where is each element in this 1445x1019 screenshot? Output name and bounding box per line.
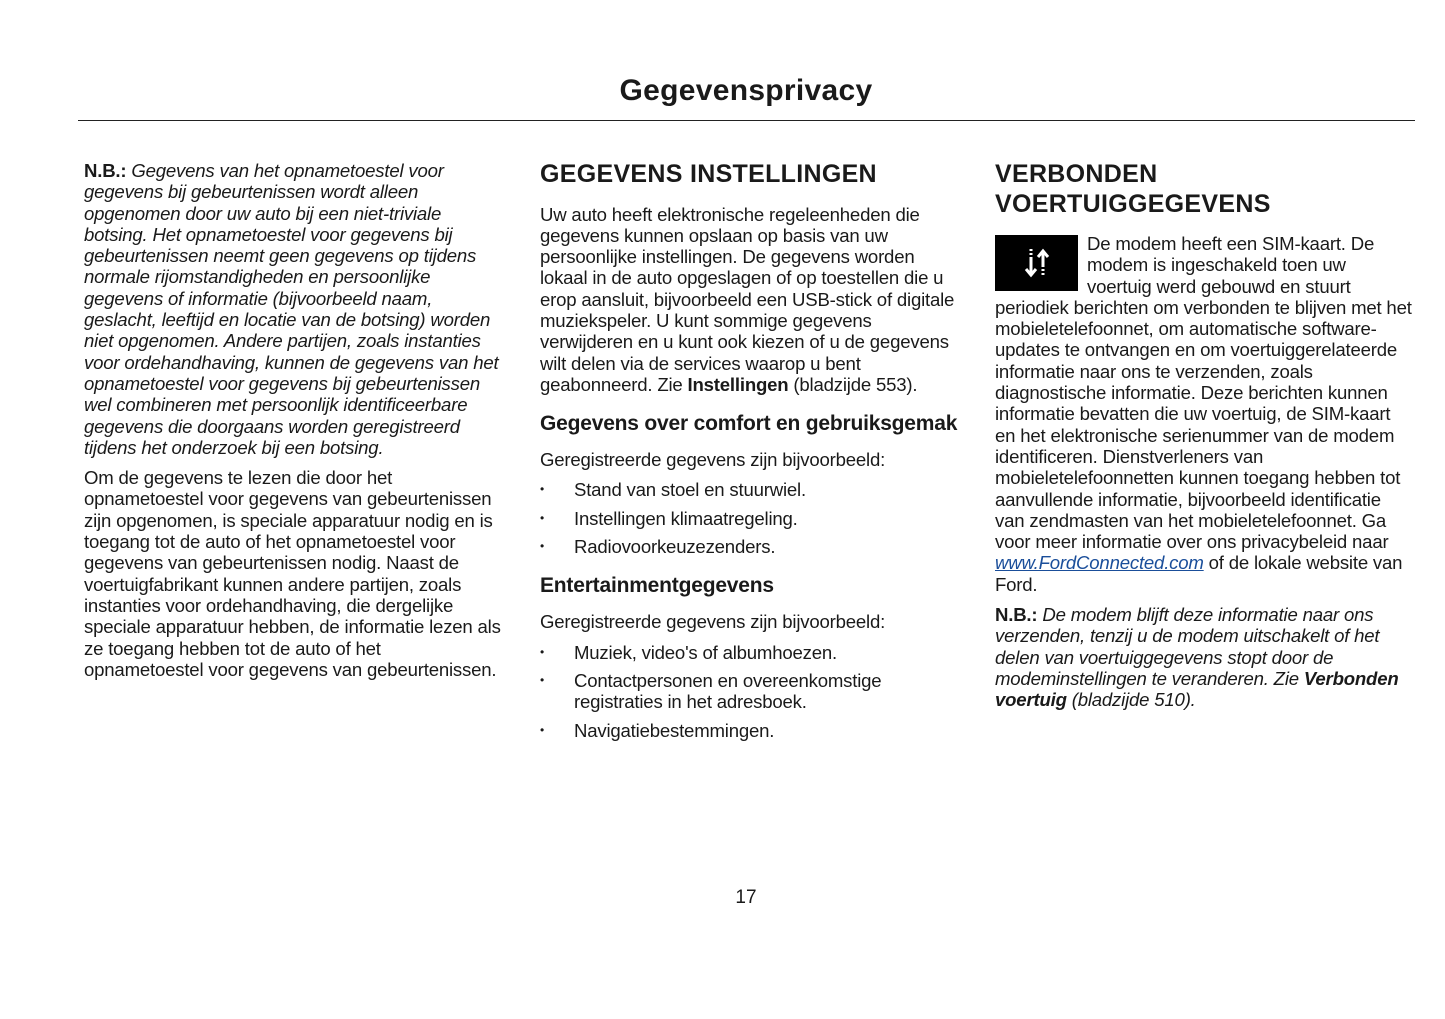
header-divider — [78, 120, 1415, 121]
note-paragraph — [84, 160, 502, 458]
page-reference: (bladzijde 510). — [1066, 689, 1196, 711]
subheading-entertainment: Entertainmentgegevens — [540, 574, 774, 598]
page-reference: (bladzijde 553). — [788, 373, 918, 395]
list-item: • Muziek, video's of albumhoezen. — [540, 642, 958, 663]
note-text: Gegevens van het opnametoestel voor gegevens bij gebeurtenissen wordt alleen opgenomen door uw auto bij een niet-triviale botsing. Het opnametoestel voor gegevens bij gebeurtenissen neemt geen gegevens op tijdens normale rijomstandigheden en persoonlijke gegevens of informatie (bijvoorbeeld naam, geslacht, leeftijd en locatie van de botsing) worden niet opgenomen. Andere partijen, zoals instanties voor ordehandhaving, kunnen de gegevens van het opnametoestel voor gegevens bij gebeurtenissen wel combineren met persoonlijk identificeerbare gegevens die doorgaans worden geregistreerd tijdens het onderzoek bij een botsing. — [84, 160, 499, 458]
column-right — [995, 160, 1415, 720]
column-middle — [540, 160, 958, 749]
lead-text: Geregistreerde gegevens zijn bijvoorbeeld: — [540, 449, 886, 471]
intro-text: Uw auto heeft elektronische regeleenheden die gegevens kunnen opslaan op basis van uw persoonlijke instellingen. De gegevens worden lokaal in de auto opgeslagen of op toestellen die u erop aansluit, bijvoorbeeld een USB-stick of digitale muziekspeler. U kunt sommige gegevens verwijderen en u kunt ook kiezen of u de gegevens wilt delen via de services waarop u bent geabonneerd. Zie — [540, 203, 955, 395]
list-item: • Radiovoorkeuzezenders. — [540, 536, 958, 557]
note-text: De modem blijft deze informatie naar ons verzenden, tenzij u de modem uitschakelt of het delen van voertuiggegevens stopt door de modeminstellingen te veranderen. Zie — [995, 604, 1380, 689]
list-item: • Instellingen klimaatregeling. — [540, 508, 958, 529]
note-label: N.B.: — [84, 160, 127, 181]
intro-paragraph — [540, 204, 958, 396]
body-paragraph: Om de gegevens te lezen die door het opnametoestel voor gegevens van gebeurtenissen zijn opgenomen, is speciale apparatuur nodig en is toegang tot de auto of het opnametoestel voor gegevens van gebeurtenissen nodig. Naast de voertuigfabrikant kunnen andere partijen, zoals instanties voor ordehandhaving, die dergelijke speciale apparatuur hebben, de informatie lezen als ze toegang hebben tot de auto of het opnametoestel voor gegevens van gebeurtenissen. — [84, 467, 501, 680]
comfort-list — [540, 479, 958, 557]
list-item: • Contactpersonen en overeenkomstige registraties in het adresboek. — [540, 670, 958, 713]
page-title: Gegevensprivacy — [619, 74, 873, 107]
note-paragraph — [995, 604, 1415, 710]
modem-data-transfer-icon — [995, 235, 1078, 291]
section-heading: VERBONDEN VOERTUIGGEGEVENS — [995, 160, 1271, 218]
modem-text: De modem heeft een SIM-kaart. De modem is ingeschakeld toen uw voertuig werd gebouwd en stuurt periodiek berichten om verbonden te blijven met het mobieletelefoonnet, om automatische software-updates te ontvangen en om voertuiggerelateerde informatie naar ons te verzenden, zoals diagnostische informatie. Deze berichten kunnen informatie bevatten die uw voertuig, de SIM-kaart en het elektronische serienummer van de modem identificeren. Dienstverleners van mobieletelefoonnetten kunnen toegang hebben tot aanvullende informatie, bijvoorbeeld identificatie van zendmasten van het mobieletelefoonnet. Ga voor meer informatie over ons privacybeleid naar — [995, 233, 1412, 553]
settings-reference[interactable]: Instellingen — [687, 373, 789, 395]
list-item: • Stand van stoel en stuurwiel. — [540, 479, 958, 500]
entertainment-list — [540, 642, 958, 741]
subheading-comfort: Gegevens over comfort en gebruiksgemak — [540, 412, 958, 436]
fordconnected-link[interactable]: www.FordConnected.com — [995, 552, 1204, 574]
note-label: N.B.: — [995, 604, 1038, 626]
column-left — [84, 160, 502, 689]
page-number: 17 — [735, 887, 757, 908]
lead-text: Geregistreerde gegevens zijn bijvoorbeeld: — [540, 611, 886, 633]
modem-text-end: of de lokale website van Ford. — [995, 552, 1403, 595]
section-heading: GEGEVENS INSTELLINGEN — [540, 160, 877, 188]
list-item: • Navigatiebestemmingen. — [540, 720, 958, 741]
connected-vehicle-reference[interactable]: Verbonden voertuig — [995, 667, 1399, 711]
modem-paragraph — [995, 233, 1415, 595]
